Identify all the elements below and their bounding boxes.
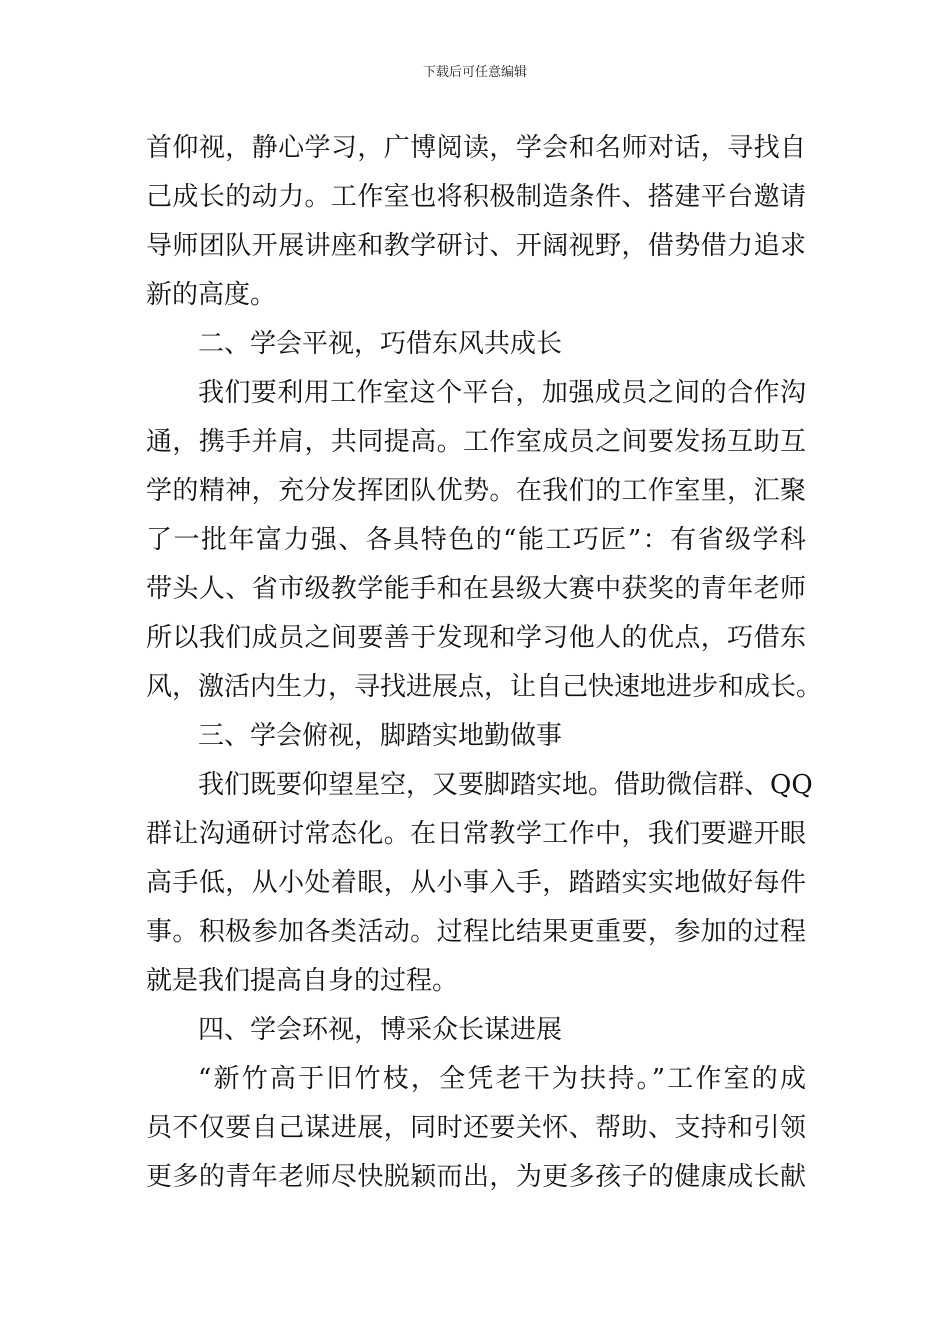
text-line: 群让沟通研讨常态化。在日常教学工作中，我们要避开眼 — [146, 819, 806, 849]
text-line: 导师团队开展讲座和教学研讨、开阔视野，借势借力追求 — [146, 231, 806, 261]
section-heading: 三、学会俯视，脚踏实地勤做事 — [198, 721, 563, 751]
page-header: 下载后可任意编辑 — [422, 65, 527, 80]
text-line: 员不仅要自己谋进展，同时还要关怀、帮助、支持和引领 — [146, 1113, 806, 1143]
text-line: 通，携手并肩，共同提高。工作室成员之间要发扬互助互 — [146, 427, 806, 457]
text-line: 己成长的动力。工作室也将积极制造条件、搭建平台邀请 — [146, 182, 806, 212]
paragraph-start-line: 我们既要仰望星空，又要脚踏实地。借助微信群、QQ — [198, 770, 813, 800]
text-line: 所以我们成员之间要善于发现和学习他人的优点，巧借东 — [146, 623, 806, 653]
text-line: 风，激活内生力，寻找进展点，让自己快速地进步和成长。 — [146, 672, 823, 702]
paragraph-start-line: “新竹高于旧竹枝，全凭老干为扶持。”工作室的成 — [198, 1064, 806, 1094]
text-line: 带头人、省市级教学能手和在县级大赛中获奖的青年老师 — [146, 574, 806, 604]
section-heading: 二、学会平视，巧借东风共成长 — [198, 329, 563, 359]
document-body — [146, 124, 823, 1202]
text-line: 就是我们提高自身的过程。 — [146, 966, 459, 996]
text-line: 新的高度。 — [146, 280, 277, 310]
text-line: 了一批年富力强、各具特色的“能工巧匠”：有省级学科 — [146, 525, 806, 555]
text-line: 事。积极参加各类活动。过程比结果更重要，参加的过程 — [146, 917, 806, 947]
text-line: 高手低，从小处着眼，从小事入手，踏踏实实地做好每件 — [146, 868, 806, 898]
text-line: 更多的青年老师尽快脱颖而出，为更多孩子的健康成长献 — [146, 1162, 806, 1192]
text-line: 学的精神，充分发挥团队优势。在我们的工作室里，汇聚 — [146, 476, 806, 506]
text-line: 首仰视，静心学习，广博阅读，学会和名师对话，寻找自 — [146, 133, 806, 163]
section-heading: 四、学会环视，博采众长谋进展 — [198, 1015, 563, 1045]
paragraph-start-line: 我们要利用工作室这个平台，加强成员之间的合作沟 — [198, 378, 806, 408]
